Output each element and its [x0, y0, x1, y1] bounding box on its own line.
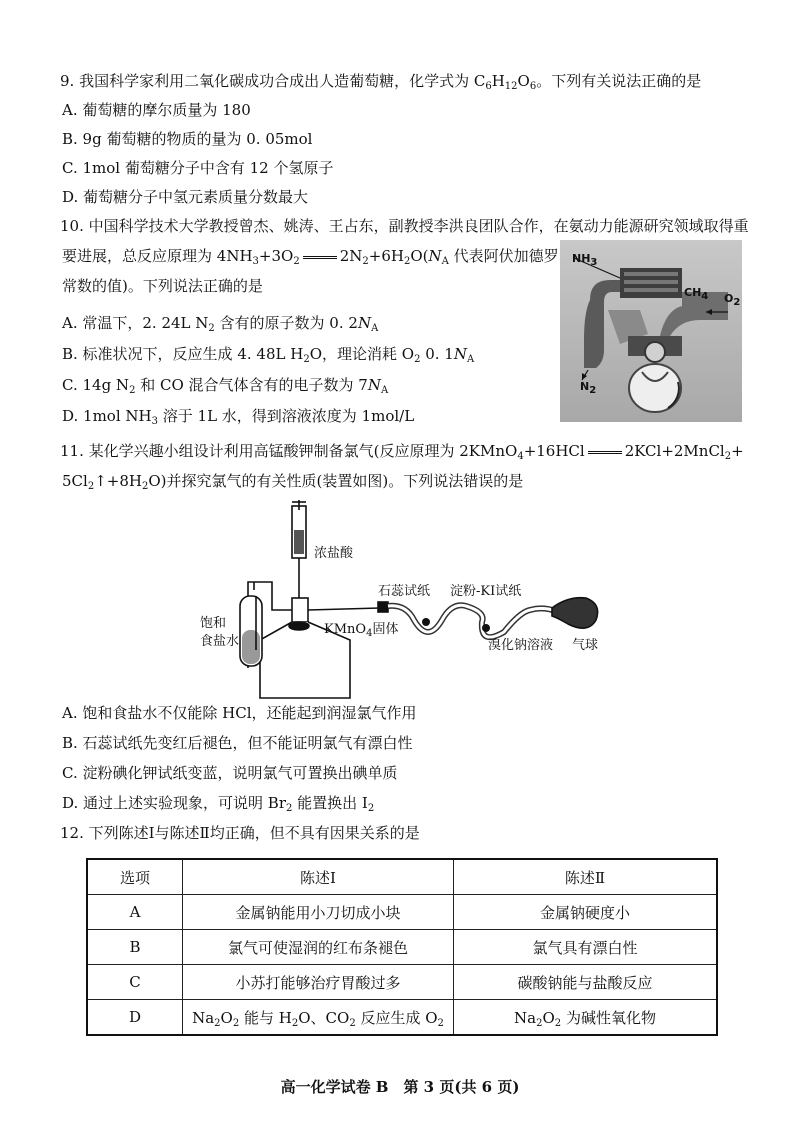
- starch-ki-paper-label: 淀粉-KI试纸: [450, 584, 522, 599]
- q11-option-a: A. 饱和食盐水不仅能除 HCl，还能起到润湿氯气作用: [62, 704, 417, 722]
- table-cell: 金属钠硬度小: [454, 895, 718, 930]
- q9-stem: 9. 我国科学家利用二氧化碳成功合成出人造葡萄糖，化学式为 $C_6H_{12}O_6$。下列有关说法正确的是: [60, 72, 702, 92]
- o2-label: $O_2$: [724, 292, 741, 308]
- table-cell: B: [87, 930, 183, 965]
- q12-table: [86, 858, 718, 1036]
- header-statement-2: 陈述Ⅱ: [454, 859, 718, 895]
- q10-stem-line2: 要进展，总反应原理为 $4NH_3+3O_2$ $2N_2+6H_2O(N_A$ 代表阿伏加德罗: [62, 247, 559, 267]
- chlorine-apparatus-diagram: [200, 500, 610, 700]
- equilibrium-sign: [303, 256, 337, 259]
- q9-option-b: B. 9g 葡萄糖的物质的量为 0. 05mol: [62, 130, 313, 148]
- table-cell: 小苏打能够治疗胃酸过多: [183, 965, 454, 1000]
- conc-hcl-label: 浓盐酸: [314, 546, 354, 561]
- q10-option-b: B. 标准状况下，反应生成 4. 48L $H_2O$，理论消耗 $O_2$ 0. $1N_A$: [62, 345, 475, 365]
- q11-option-b: B. 石蕊试纸先变红后褪色，但不能证明氯气有漂白性: [62, 734, 413, 752]
- equals-sign: [588, 451, 622, 454]
- ammonia-engine-photo: [560, 240, 742, 422]
- header-option: 选项: [87, 859, 183, 895]
- balloon-label: 气球: [572, 638, 599, 653]
- header-statement-1: 陈述Ⅰ: [183, 859, 454, 895]
- table-cell: D: [87, 1000, 183, 1036]
- q9-option-c: C. 1mol 葡萄糖分子中含有 12 个氢原子: [62, 159, 334, 177]
- table-cell: 氯气具有漂白性: [454, 930, 718, 965]
- table-row: [87, 965, 717, 1000]
- q11-stem-line2: $5Cl_2↑+8H_2O$)并探究氯气的有关性质(装置如图)。下列说法错误的是: [62, 472, 524, 492]
- brine-label-2: 食盐水: [200, 634, 240, 649]
- litmus-paper-label: 石蕊试纸: [378, 584, 431, 599]
- table-header-row: [87, 859, 717, 895]
- q10-stem-line3: 常数的值)。下列说法正确的是: [62, 277, 263, 295]
- nabr-solution-label: 溴化钠溶液: [488, 638, 554, 653]
- table-row: [87, 930, 717, 965]
- q10-option-a: A. 常温下，2. 24L $N_2$ 含有的原子数为 0. $2N_A$: [62, 314, 379, 334]
- table-row: [87, 1000, 717, 1036]
- kmno4-label: KMnO$_4$固体: [324, 622, 399, 639]
- table-cell: 金属钠能用小刀切成小块: [183, 895, 454, 930]
- page-footer: 高一化学试卷 B 第 3 页(共 6 页): [280, 1078, 520, 1096]
- q10-option-d: D. 1mol $NH_3$ 溶于 1L 水，得到溶液浓度为 1mol/L: [62, 407, 415, 427]
- table-cell: $Na_2O_2$ 为碱性氧化物: [454, 1000, 718, 1036]
- table-row: [87, 895, 717, 930]
- q10-stem-line1: 10. 中国科学技术大学教授曾杰、姚涛、王占东，副教授李洪良团队合作，在氨动力能源研究领域取得重: [60, 217, 749, 235]
- brine-label-1: 饱和: [200, 616, 227, 631]
- table-cell: A: [87, 895, 183, 930]
- q10-option-c: C. 14g $N_2$ 和 CO 混合气体含有的电子数为 $7N_A$: [62, 376, 389, 396]
- n2-label: $N_2$: [580, 380, 597, 396]
- table-cell: 碳酸钠能与盐酸反应: [454, 965, 718, 1000]
- table-cell: 氯气可使湿润的红布条褪色: [183, 930, 454, 965]
- q11-option-d: D. 通过上述实验现象，可说明 $Br_2$ 能置换出 $I_2$: [62, 794, 375, 814]
- q11-option-c: C. 淀粉碘化钾试纸变蓝，说明氯气可置换出碘单质: [62, 764, 398, 782]
- q11-stem-line1: 11. 某化学兴趣小组设计利用高锰酸钾制备氯气(反应原理为 2KMnO$_4$+16HCl 2KCl+2MnCl$_2$+: [60, 442, 744, 462]
- ch4-label: $CH_4$: [684, 286, 709, 302]
- q9-option-d: D. 葡萄糖分子中氢元素质量分数最大: [62, 188, 309, 206]
- table-cell: C: [87, 965, 183, 1000]
- nh3-label: $NH_3$: [572, 252, 598, 268]
- table-cell: $Na_2O_2$ 能与 $H_2O$、$CO_2$ 反应生成 $O_2$: [183, 1000, 454, 1036]
- q9-option-a: A. 葡萄糖的摩尔质量为 180: [62, 101, 251, 119]
- q12-stem: 12. 下列陈述Ⅰ与陈述Ⅱ均正确，但不具有因果关系的是: [60, 824, 420, 842]
